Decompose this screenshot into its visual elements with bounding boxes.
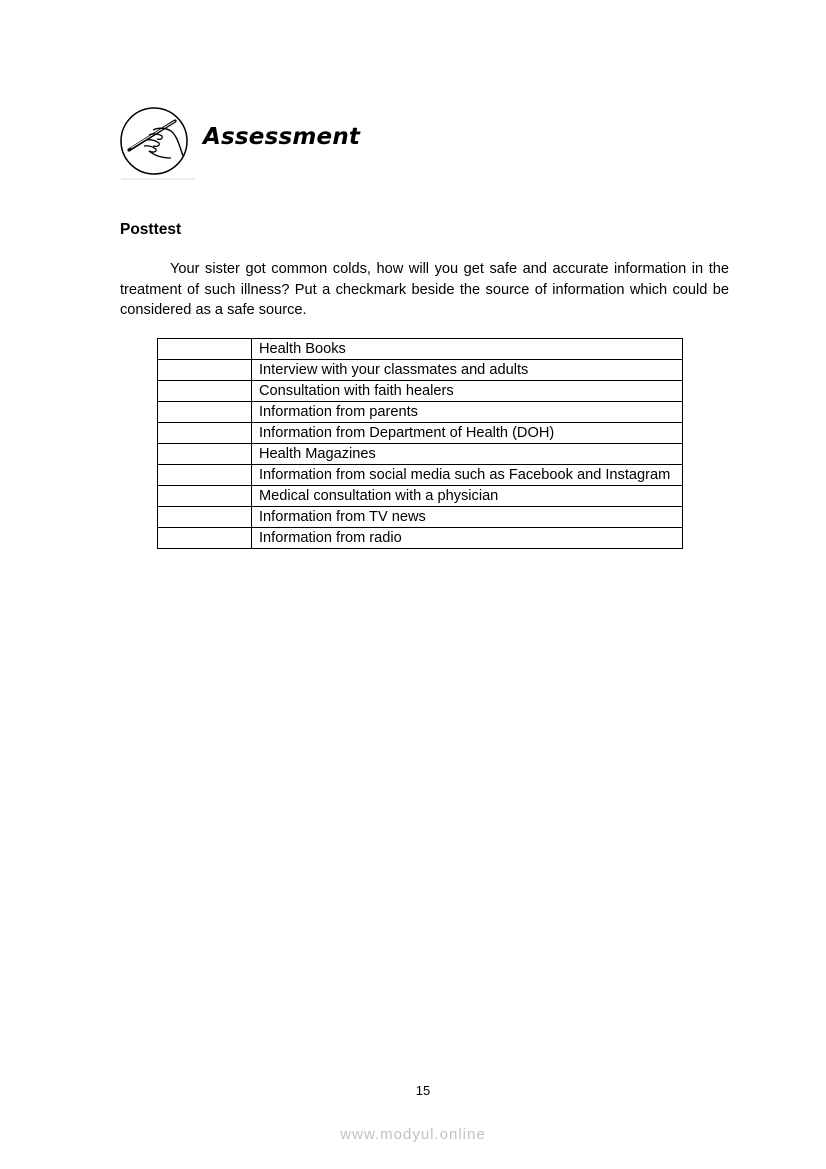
instructions-paragraph: Your sister got common colds, how will you get safe and accurate information in the treatment of such illness? Put a checkmark beside the source of information which could be considered as a safe source. xyxy=(120,261,729,318)
checklist-table xyxy=(157,338,683,549)
source-label: Information from TV news xyxy=(252,507,683,528)
source-label: Information from radio xyxy=(252,528,683,549)
source-label: Interview with your classmates and adults xyxy=(252,360,683,381)
pen-in-hand-icon xyxy=(119,104,195,180)
table-row xyxy=(158,423,683,444)
checkmark-cell[interactable] xyxy=(158,360,252,381)
table-row xyxy=(158,381,683,402)
table-row xyxy=(158,507,683,528)
watermark: www.modyul.online xyxy=(340,1126,486,1143)
table-row xyxy=(158,444,683,465)
source-label: Information from parents xyxy=(252,402,683,423)
table-row xyxy=(158,465,683,486)
table-row xyxy=(158,360,683,381)
checkmark-cell[interactable] xyxy=(158,507,252,528)
checkmark-cell[interactable] xyxy=(158,402,252,423)
table-row xyxy=(158,528,683,549)
table-row xyxy=(158,402,683,423)
table-row xyxy=(158,339,683,360)
checkmark-cell[interactable] xyxy=(158,381,252,402)
table-row xyxy=(158,486,683,507)
source-label: Medical consultation with a physician xyxy=(252,486,683,507)
page-heading: Assessment xyxy=(203,124,361,150)
checkmark-cell[interactable] xyxy=(158,423,252,444)
checkmark-cell[interactable] xyxy=(158,486,252,507)
source-label: Information from Department of Health (DOH) xyxy=(252,423,683,444)
source-label: Health Magazines xyxy=(252,444,683,465)
checkmark-cell[interactable] xyxy=(158,465,252,486)
checkmark-cell[interactable] xyxy=(158,528,252,549)
source-label: Consultation with faith healers xyxy=(252,381,683,402)
checkmark-cell[interactable] xyxy=(158,444,252,465)
source-label: Health Books xyxy=(252,339,683,360)
checkmark-cell[interactable] xyxy=(158,339,252,360)
page-number: 15 xyxy=(415,1083,431,1098)
section-title: Posttest xyxy=(120,221,182,238)
source-label: Information from social media such as Facebook and Instagram xyxy=(252,465,683,486)
